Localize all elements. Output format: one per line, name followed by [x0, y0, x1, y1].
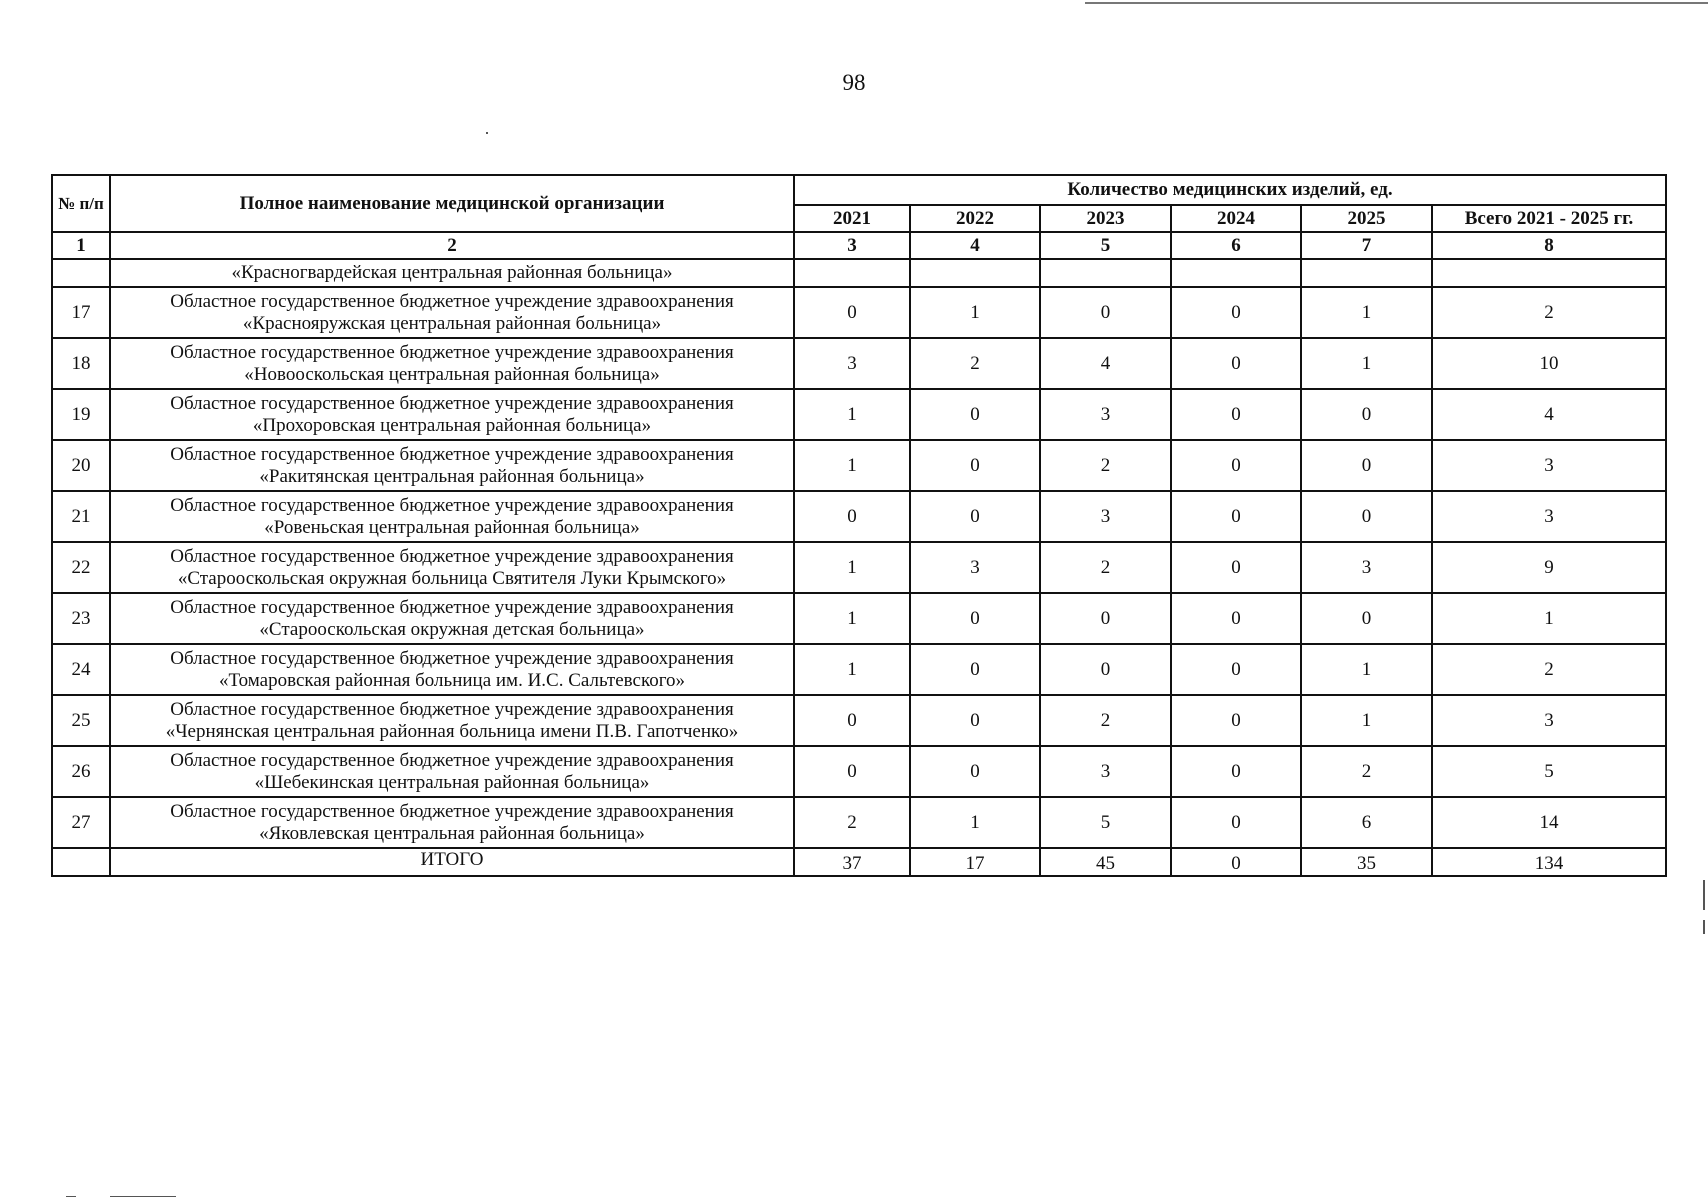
- year-value: 0: [1171, 542, 1301, 593]
- scan-edge-mark: [1703, 920, 1705, 934]
- continuation-row: [52, 259, 1666, 287]
- year-value: 0: [1171, 644, 1301, 695]
- year-value: 0: [910, 389, 1040, 440]
- year-value: 1: [910, 797, 1040, 848]
- year-value: 1: [794, 389, 910, 440]
- column-number: 8: [1432, 232, 1666, 259]
- year-value: 3: [1040, 389, 1171, 440]
- org-name: [110, 338, 794, 389]
- org-name: [110, 542, 794, 593]
- org-name: [110, 287, 794, 338]
- row-total-value: 5: [1432, 746, 1666, 797]
- year-value: 2: [1040, 440, 1171, 491]
- year-value: 0: [910, 695, 1040, 746]
- year-value: 0: [794, 746, 910, 797]
- row-number: 27: [52, 797, 110, 848]
- year-value: 4: [1040, 338, 1171, 389]
- year-value: 1: [794, 644, 910, 695]
- header-total: Всего 2021 - 2025 гг.: [1432, 205, 1666, 232]
- value-cell-empty: [794, 259, 910, 287]
- table-row: [52, 797, 1666, 848]
- org-name-line: Областное государственное бюджетное учреждение здравоохранения: [170, 341, 734, 363]
- org-name-line: «Яковлевская центральная районная больница»: [259, 822, 645, 844]
- year-value: 0: [1171, 797, 1301, 848]
- year-value: 0: [1040, 287, 1171, 338]
- total-label: ИТОГО: [110, 848, 794, 876]
- row-total-value: 3: [1432, 695, 1666, 746]
- org-name-line: «Прохоровская центральная районная больница»: [252, 414, 652, 436]
- scan-edge-mark: [1703, 880, 1705, 910]
- year-value: 1: [794, 440, 910, 491]
- table-row: [52, 389, 1666, 440]
- row-number: 21: [52, 491, 110, 542]
- row-number: 25: [52, 695, 110, 746]
- row-number: 23: [52, 593, 110, 644]
- year-value: 1: [794, 542, 910, 593]
- year-value: 3: [1301, 542, 1432, 593]
- row-total-value: 3: [1432, 440, 1666, 491]
- row-number: 19: [52, 389, 110, 440]
- org-name-line: Областное государственное бюджетное учреждение здравоохранения: [170, 698, 734, 720]
- org-name-line: «Новооскольская центральная районная больница»: [244, 363, 660, 385]
- year-value: 0: [1301, 593, 1432, 644]
- column-numbers-row: [52, 232, 1666, 259]
- org-name: [110, 491, 794, 542]
- row-total-value: 10: [1432, 338, 1666, 389]
- row-total-value: 4: [1432, 389, 1666, 440]
- year-value: 3: [794, 338, 910, 389]
- row-number: 22: [52, 542, 110, 593]
- year-value: 1: [1301, 338, 1432, 389]
- year-value: 0: [910, 593, 1040, 644]
- header-org-name: Полное наименование медицинской организации: [110, 175, 794, 232]
- org-name: [110, 797, 794, 848]
- year-value: 1: [1301, 644, 1432, 695]
- year-value: 0: [910, 644, 1040, 695]
- row-number: 20: [52, 440, 110, 491]
- org-name: [110, 440, 794, 491]
- org-name-line: «Томаровская районная больница им. И.С. Сальтевского»: [218, 669, 686, 691]
- org-name-line: «Чернянская центральная районная больница имени П.В. Гапотченко»: [165, 720, 739, 742]
- year-value: 3: [1040, 491, 1171, 542]
- column-number: 2: [110, 232, 794, 259]
- year-value: 2: [1040, 542, 1171, 593]
- value-cell-empty: [1040, 259, 1171, 287]
- row-total-value: 14: [1432, 797, 1666, 848]
- row-total-value: 1: [1432, 593, 1666, 644]
- year-value: 0: [1040, 644, 1171, 695]
- total-year-value: 45: [1040, 848, 1171, 876]
- grand-total-value: 134: [1432, 848, 1666, 876]
- column-number: 5: [1040, 232, 1171, 259]
- org-name-line: Областное государственное бюджетное учреждение здравоохранения: [170, 800, 734, 822]
- header-year: 2021: [794, 205, 910, 232]
- row-num-empty: [52, 259, 110, 287]
- header-num: № п/п: [52, 175, 110, 232]
- year-value: 0: [1171, 338, 1301, 389]
- org-name-line: «Краснояружская центральная районная больница»: [242, 312, 662, 334]
- total-year-value: 17: [910, 848, 1040, 876]
- org-name: [110, 593, 794, 644]
- total-year-value: 35: [1301, 848, 1432, 876]
- org-name-line: Областное государственное бюджетное учреждение здравоохранения: [170, 494, 734, 516]
- year-value: 0: [1301, 491, 1432, 542]
- org-name: [110, 389, 794, 440]
- org-name-line: «Ракитянская центральная районная больница»: [259, 465, 645, 487]
- medical-devices-table: [51, 174, 1667, 877]
- table-row: [52, 440, 1666, 491]
- year-value: 0: [794, 287, 910, 338]
- year-value: 0: [1301, 389, 1432, 440]
- footer-mark: [110, 1196, 176, 1197]
- year-value: 1: [1301, 695, 1432, 746]
- column-number: 6: [1171, 232, 1301, 259]
- year-value: 0: [910, 491, 1040, 542]
- total-year-value: 37: [794, 848, 910, 876]
- year-value: 0: [1301, 440, 1432, 491]
- row-number: 24: [52, 644, 110, 695]
- table-row: [52, 695, 1666, 746]
- row-number: 17: [52, 287, 110, 338]
- header-year: 2025: [1301, 205, 1432, 232]
- year-value: 1: [910, 287, 1040, 338]
- row-total-value: 3: [1432, 491, 1666, 542]
- row-total-value: 2: [1432, 287, 1666, 338]
- footer-mark: [66, 1196, 76, 1197]
- header-year: 2022: [910, 205, 1040, 232]
- org-name-line: Областное государственное бюджетное учреждение здравоохранения: [170, 545, 734, 567]
- page-number: 98: [842, 70, 866, 95]
- year-value: 0: [1040, 593, 1171, 644]
- table-row: [52, 338, 1666, 389]
- year-value: 0: [794, 695, 910, 746]
- org-name-line: Областное государственное бюджетное учреждение здравоохранения: [170, 443, 734, 465]
- table-row: [52, 542, 1666, 593]
- row-num-empty: [52, 848, 110, 876]
- table-row: [52, 287, 1666, 338]
- year-value: 0: [794, 491, 910, 542]
- year-value: 2: [1040, 695, 1171, 746]
- year-value: 2: [910, 338, 1040, 389]
- year-value: 3: [1040, 746, 1171, 797]
- header-year: 2023: [1040, 205, 1171, 232]
- org-name-line: «Старооскольская окружная детская больница»: [259, 618, 645, 640]
- year-value: 2: [794, 797, 910, 848]
- continuation-org-name: «Красногвардейская центральная районная больница»: [110, 259, 794, 287]
- header-year: 2024: [1171, 205, 1301, 232]
- column-number: 1: [52, 232, 110, 259]
- year-value: 2: [1301, 746, 1432, 797]
- table-row: [52, 491, 1666, 542]
- value-cell-empty: [910, 259, 1040, 287]
- top-rule: [1085, 2, 1708, 4]
- org-name-line: Областное государственное бюджетное учреждение здравоохранения: [170, 290, 734, 312]
- year-value: 3: [910, 542, 1040, 593]
- column-number: 7: [1301, 232, 1432, 259]
- year-value: 0: [910, 440, 1040, 491]
- header-row: [52, 175, 1666, 205]
- org-name: [110, 644, 794, 695]
- org-name-line: «Ровеньская центральная районная больница»: [264, 516, 640, 538]
- year-value: 0: [1171, 746, 1301, 797]
- value-cell-empty: [1171, 259, 1301, 287]
- row-number: 26: [52, 746, 110, 797]
- year-value: 1: [1301, 287, 1432, 338]
- column-number: 3: [794, 232, 910, 259]
- row-total-value: 2: [1432, 644, 1666, 695]
- value-cell-empty: [1301, 259, 1432, 287]
- total-year-value: 0: [1171, 848, 1301, 876]
- org-name-line: Областное государственное бюджетное учреждение здравоохранения: [170, 749, 734, 771]
- org-name-line: «Старооскольская окружная больница Святителя Луки Крымского»: [177, 567, 727, 589]
- table-row: [52, 644, 1666, 695]
- table-row: [52, 593, 1666, 644]
- org-name-line: Областное государственное бюджетное учреждение здравоохранения: [170, 647, 734, 669]
- year-value: 0: [1171, 491, 1301, 542]
- year-value: 1: [794, 593, 910, 644]
- org-name: [110, 746, 794, 797]
- org-name-line: «Шебекинская центральная районная больница»: [254, 771, 650, 793]
- column-number: 4: [910, 232, 1040, 259]
- year-value: 0: [1171, 593, 1301, 644]
- year-value: 0: [910, 746, 1040, 797]
- row-total-value: 9: [1432, 542, 1666, 593]
- org-name: [110, 695, 794, 746]
- stray-mark: [486, 132, 488, 134]
- org-name-line: Областное государственное бюджетное учреждение здравоохранения: [170, 392, 734, 414]
- value-cell-empty: [1432, 259, 1666, 287]
- year-value: 5: [1040, 797, 1171, 848]
- year-value: 0: [1171, 287, 1301, 338]
- year-value: 0: [1171, 440, 1301, 491]
- year-value: 0: [1171, 389, 1301, 440]
- table-row: [52, 746, 1666, 797]
- header-quantity: Количество медицинских изделий, ед.: [794, 175, 1666, 205]
- org-name-line: Областное государственное бюджетное учреждение здравоохранения: [170, 596, 734, 618]
- year-value: 0: [1171, 695, 1301, 746]
- year-value: 6: [1301, 797, 1432, 848]
- total-row: [52, 848, 1666, 876]
- row-number: 18: [52, 338, 110, 389]
